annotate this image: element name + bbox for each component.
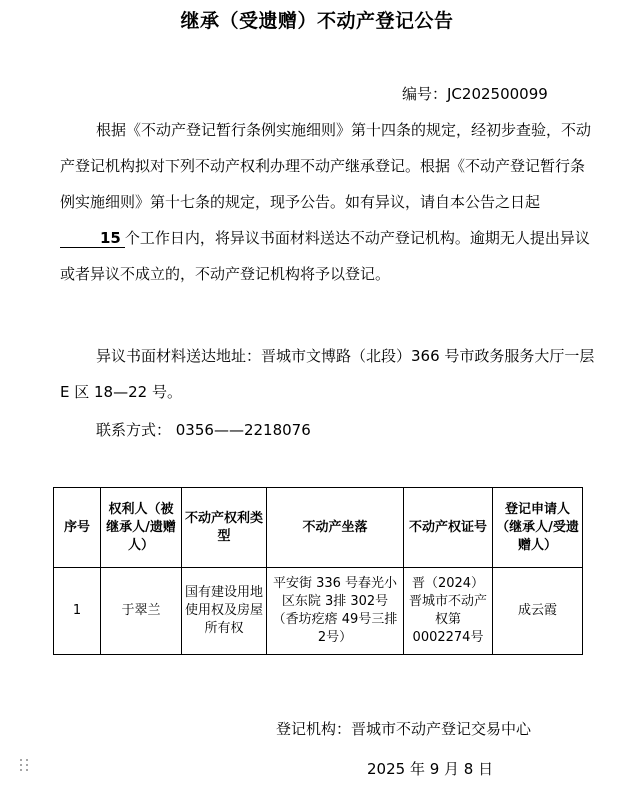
cell-holder: 于翠兰: [101, 568, 182, 655]
notice-title: 继承（受遗赠）不动产登记公告: [180, 10, 454, 32]
drag-handle-icon[interactable]: [20, 759, 32, 775]
objection-address: 异议书面材料送达地址：晋城市文博路（北段）366 号市政务服务大厅一层 E 区 18—22 号。: [60, 347, 595, 401]
contact-info: 联系方式： 0356——2218076: [96, 421, 311, 439]
cell-seq: 1: [54, 568, 101, 655]
cell-cert-no: 晋（2024）晋城市不动产权第 0002274号: [404, 568, 493, 655]
objection-days: 15: [60, 229, 125, 248]
cell-location: 平安街 336 号春光小区东院 3排 302号（香坊疙瘩 49号三排 2号）: [267, 568, 404, 655]
notice-date: 2025 年 9 月 8 日: [367, 760, 494, 778]
paragraph-text-a: 根据《不动产登记暂行条例实施细则》第十四条的规定，经初步查验，不动产登记机构拟对下列不动产权利办理不动产继承登记。根据《不动产登记暂行条例实施细则》第十七条的规定，现予公告。如有异议，请自本公告之日起: [60, 121, 592, 211]
header-applicant: 登记申请人（继承人/受遗赠人）: [493, 488, 583, 568]
header-seq: 序号: [54, 488, 101, 568]
header-cert-no: 不动产权证号: [404, 488, 493, 568]
notice-paragraph-main: [60, 112, 595, 292]
serial-number: 编号：JC202500099: [402, 85, 548, 103]
paragraph-text-b: 个工作日内，将异议书面材料送达不动产登记机构。逾期无人提出异议或者异议不成立的，不动产登记机构将予以登记。: [60, 229, 590, 283]
cell-right-type: 国有建设用地使用权及房屋所有权: [182, 568, 267, 655]
table-row: [54, 568, 583, 655]
header-right-type: 不动产权利类型: [182, 488, 267, 568]
cell-applicant: 成云霞: [493, 568, 583, 655]
header-location: 不动产坐落: [267, 488, 404, 568]
property-table: [53, 487, 583, 655]
registration-agency: 登记机构：晋城市不动产登记交易中心: [276, 720, 532, 738]
table-header-row: [54, 488, 583, 568]
header-holder: 权利人（被继承人/遗赠人）: [101, 488, 182, 568]
